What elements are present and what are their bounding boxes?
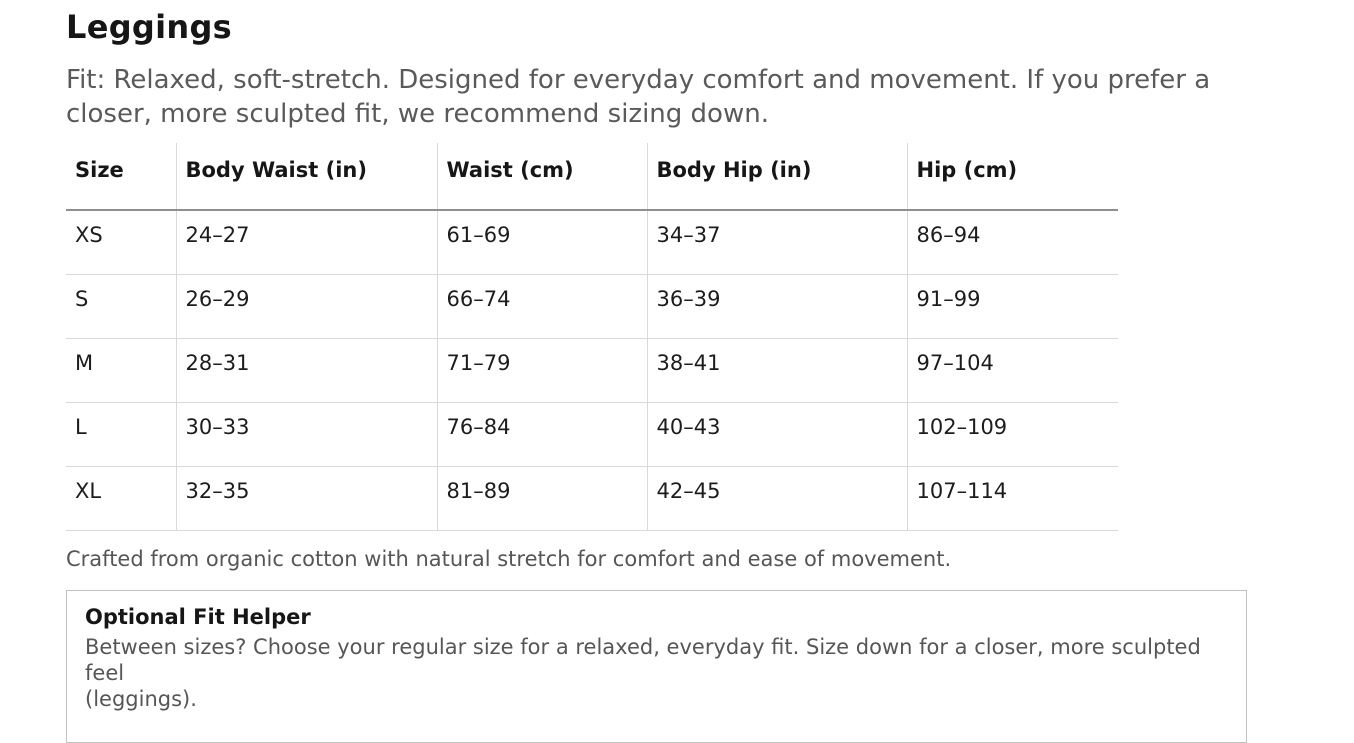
measurement-cell: 97–104 bbox=[907, 339, 1118, 403]
measurement-cell: 81–89 bbox=[437, 467, 647, 531]
fit-helper-body bbox=[85, 634, 1227, 712]
table-row bbox=[66, 339, 1118, 403]
table-row bbox=[66, 467, 1118, 531]
measurement-cell: 66–74 bbox=[437, 275, 647, 339]
measurement-cell: 28–31 bbox=[176, 339, 437, 403]
fit-helper-body-line-2: (leggings). bbox=[85, 687, 197, 711]
size-cell: XS bbox=[66, 210, 176, 275]
fit-description-line-2: closer, more sculpted fit, we recommend sizing down. bbox=[66, 99, 769, 129]
fit-helper-box bbox=[66, 590, 1247, 743]
measurement-cell: 76–84 bbox=[437, 403, 647, 467]
fabric-note: Crafted from organic cotton with natural stretch for comfort and ease of movement. bbox=[66, 547, 952, 571]
table-header-row bbox=[66, 143, 1118, 210]
measurement-cell: 107–114 bbox=[907, 467, 1118, 531]
measurement-cell: 36–39 bbox=[647, 275, 907, 339]
size-cell: L bbox=[66, 403, 176, 467]
size-cell: M bbox=[66, 339, 176, 403]
page-title: Leggings bbox=[66, 8, 233, 46]
measurement-cell: 26–29 bbox=[176, 275, 437, 339]
size-cell: XL bbox=[66, 467, 176, 531]
measurement-cell: 32–35 bbox=[176, 467, 437, 531]
fit-description-line-1: Fit: Relaxed, soft-stretch. Designed for everyday comfort and movement. If you prefer a bbox=[66, 65, 1211, 95]
table-row bbox=[66, 403, 1118, 467]
fit-description bbox=[66, 63, 1354, 131]
column-header-2: Waist (cm) bbox=[437, 143, 647, 210]
measurement-cell: 71–79 bbox=[437, 339, 647, 403]
column-header-4: Hip (cm) bbox=[907, 143, 1118, 210]
measurement-cell: 40–43 bbox=[647, 403, 907, 467]
measurement-cell: 61–69 bbox=[437, 210, 647, 275]
measurement-cell: 24–27 bbox=[176, 210, 437, 275]
measurement-cell: 38–41 bbox=[647, 339, 907, 403]
measurement-cell: 86–94 bbox=[907, 210, 1118, 275]
measurement-cell: 34–37 bbox=[647, 210, 907, 275]
measurement-cell: 91–99 bbox=[907, 275, 1118, 339]
column-header-0: Size bbox=[66, 143, 176, 210]
fit-helper-title: Optional Fit Helper bbox=[85, 605, 311, 629]
size-chart-table bbox=[66, 143, 1118, 531]
measurement-cell: 30–33 bbox=[176, 403, 437, 467]
column-header-3: Body Hip (in) bbox=[647, 143, 907, 210]
size-cell: S bbox=[66, 275, 176, 339]
column-header-1: Body Waist (in) bbox=[176, 143, 437, 210]
table-row bbox=[66, 210, 1118, 275]
fit-helper-body-line-1: Between sizes? Choose your regular size for a relaxed, everyday fit. Size down for a closer, more sculpted feel bbox=[85, 635, 1201, 685]
table-row bbox=[66, 275, 1118, 339]
measurement-cell: 42–45 bbox=[647, 467, 907, 531]
measurement-cell: 102–109 bbox=[907, 403, 1118, 467]
